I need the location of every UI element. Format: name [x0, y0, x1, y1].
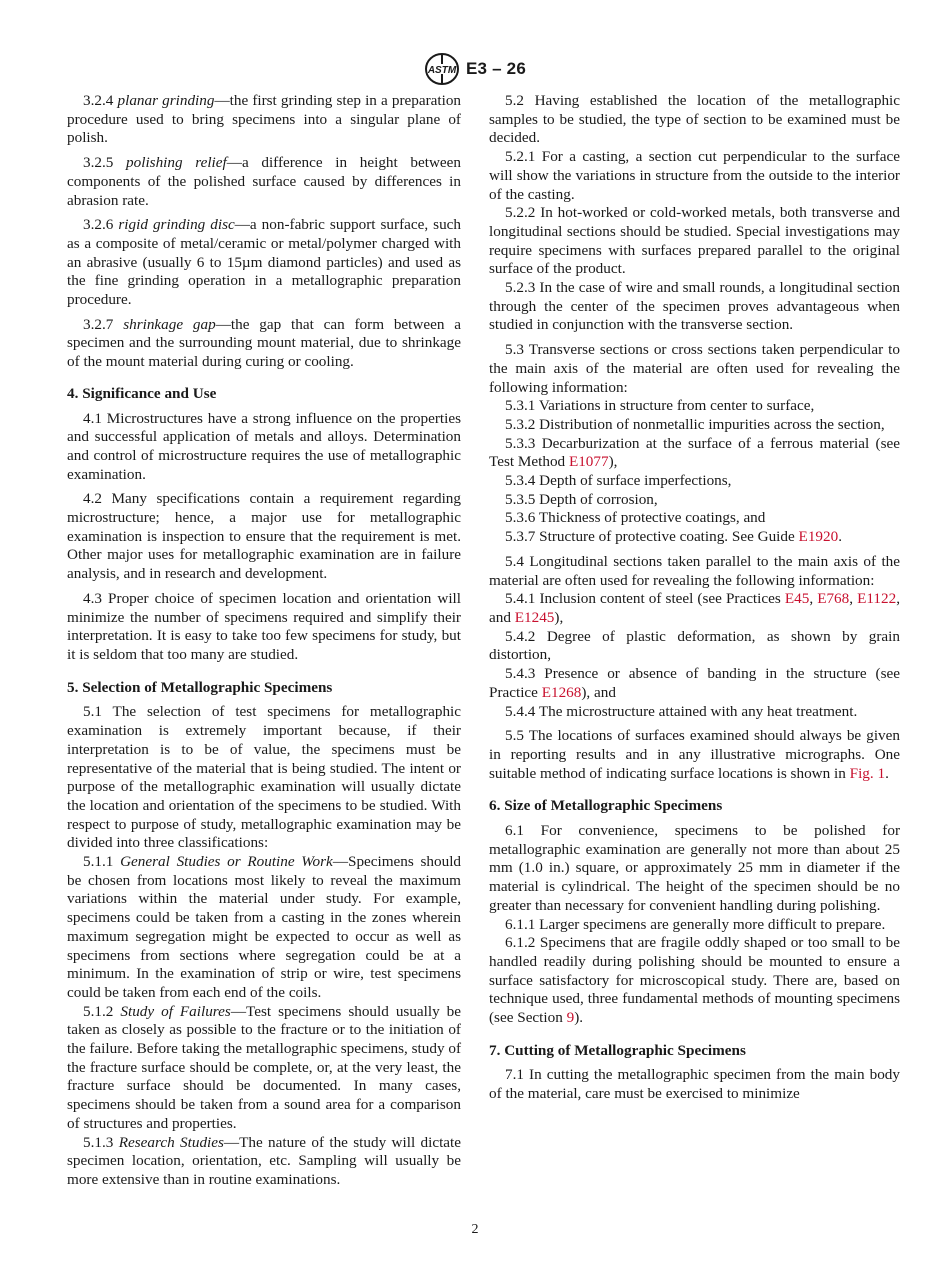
paragraph-5-2-1: 5.2.1 For a casting, a section cut perpendicular to the surface will show the variations in structure from the outside to the interior of the casting.: [489, 148, 900, 203]
paragraph-5-3: 5.3 Transverse sections or cross sections taken perpendicular to the main axis of the material are often used for revealing the following information:: [489, 341, 900, 396]
section-heading-4: 4. Significance and Use: [67, 384, 217, 402]
astm-logo: [424, 52, 460, 86]
ref-link-fig-1[interactable]: Fig. 1: [849, 764, 886, 782]
paragraph-4-2: 4.2 Many specifications contain a requirement regarding microstructure; hence, a major use for metallographic examination is inspection to ensure that the requirement is met. Other major uses for metallographic examination are in failure analysis, and in research and development.: [67, 490, 461, 583]
paragraph-5-5: 5.5 The locations of surfaces examined should always be given in reporting results and in any illustrative micrographs. One suitable method of indicating surface locations is shown in Fig. 1.: [489, 727, 900, 782]
ref-link-e1245[interactable]: E1245: [514, 608, 555, 626]
ref-link-e45[interactable]: E45: [784, 590, 810, 608]
paragraph-4-3: 4.3 Proper choice of specimen location and orientation will minimize the number of specimens required and simplify their interpretation. It is easy to take too few specimens for study, but it is seldom that too many are studied.: [67, 589, 461, 663]
paragraph-3-2-5: 3.2.5 polishing relief—a difference in height between components of the polished surface caused by differences in abrasion rate.: [67, 154, 461, 209]
left-column: [67, 92, 461, 1190]
ref-link-section-9[interactable]: 9: [566, 1009, 575, 1027]
paragraph-5-4-2: 5.4.2 Degree of plastic deformation, as shown by grain distortion,: [489, 627, 900, 664]
paragraph-6-1-1: 6.1.1 Larger specimens are generally more difficult to prepare.: [505, 915, 886, 933]
ref-link-e1268[interactable]: E1268: [541, 683, 582, 701]
page-header: [0, 52, 950, 86]
paragraph-7-1: 7.1 In cutting the metallographic specimen from the main body of the material, care must be exercised to minimize: [489, 1066, 900, 1103]
paragraph-5-3-7: 5.3.7 Structure of protective coating. See Guide E1920.: [505, 528, 842, 546]
section-heading-6: 6. Size of Metallographic Specimens: [489, 797, 723, 815]
paragraph-5-3-5: 5.3.5 Depth of corrosion,: [505, 490, 658, 508]
document-id: E3 – 26: [465, 59, 526, 78]
ref-link-e1122[interactable]: E1122: [857, 590, 897, 608]
section-heading-5: 5. Selection of Metallographic Specimens: [67, 678, 333, 696]
paragraph-5-3-3: 5.3.3 Decarburization at the surface of a ferrous material (see Test Method E1077),: [489, 434, 900, 471]
paragraph-5-2: 5.2 Having established the location of the metallographic samples to be studied, the type of section to be examined must be decided.: [489, 92, 900, 147]
svg-text:ASTM: ASTM: [427, 65, 457, 76]
paragraph-5-1-3: 5.1.3 Research Studies—The nature of the study will dictate specimen location, orientation, etc. Sampling will usually be more extensive than in routine examinations.: [67, 1133, 461, 1188]
paragraph-5-1: 5.1 The selection of test specimens for metallographic examination is extremely important because, if their interpretation is to be of value, the specimens must be representative of the material that is being studied. The intent or purpose of the metallographic examination will usually dictate the location and orientation of the specimens to be studied. With respect to purpose of study, metallographic examination may be divided into three classifications:: [67, 703, 461, 852]
ref-link-e1077[interactable]: E1077: [568, 453, 609, 471]
paragraph-3-2-4: 3.2.4 planar grinding—the first grinding step in a preparation procedure used to bring specimens into a singular plane of polish.: [67, 92, 462, 147]
paragraph-4-1: 4.1 Microstructures have a strong influence on the properties and successful application of metals and alloys. Determination and control of microstructure requires the use of metallographic examination.: [67, 409, 461, 483]
right-column: [489, 92, 900, 1104]
section-heading-7: 7. Cutting of Metallographic Specimens: [489, 1041, 746, 1059]
paragraph-5-1-1: 5.1.1 General Studies or Routine Work—Specimens should be chosen from locations most likely to reveal the maximum variations within the material under study. For example, specimens could be taken from a casting in the zones wherein maximum segregation might be expected to occur as well as specimens from sections where segregation could be at a minimum. In the examination of strip or wire, test specimens could be taken from each end of the coils.: [67, 853, 462, 1001]
paragraph-5-3-4: 5.3.4 Depth of surface imperfections,: [505, 472, 732, 490]
page-number: 2: [471, 1222, 479, 1237]
paragraph-5-3-6: 5.3.6 Thickness of protective coatings, and: [505, 509, 766, 527]
paragraph-5-1-2: 5.1.2 Study of Failures—Test specimens should usually be taken as closely as possible to the fracture or to the initiation of the failure. Before taking the metallographic specimens, study of the fracture surface should be complete, or, at the very least, the fracture surface should be documented. In many cases, specimens should be taken from a sound area for a comparison of structures and properties.: [67, 1002, 462, 1132]
paragraph-5-2-3: 5.2.3 In the case of wire and small rounds, a longitudinal section through the center of the specimen proves advantageous when studied in conjunction with the transverse section.: [489, 279, 900, 334]
paragraph-6-1: 6.1 For convenience, specimens to be polished for metallographic examination are generally not more than about 25 mm (1.0 in.) square, or approximately 25 mm in diameter if the material is cylindrical. The height of the specimen should be no greater than necessary for convenient handling during polishing.: [489, 822, 900, 914]
ref-link-e1920[interactable]: E1920: [798, 528, 839, 546]
paragraph-5-3-2: 5.3.2 Distribution of nonmetallic impurities across the section,: [505, 415, 885, 433]
paragraph-5-3-1: 5.3.1 Variations in structure from center to surface,: [505, 397, 815, 415]
paragraph-5-4: 5.4 Longitudinal sections taken parallel to the main axis of the material are often used for revealing the following information:: [489, 552, 900, 589]
paragraph-6-1-2: 6.1.2 Specimens that are fragile oddly shaped or too small to be handled readily during polishing should be mounted to ensure a surface satisfactory for microscopical study. There are, based on technique used, three fundamental methods of mounting specimens (see Section 9).: [489, 934, 900, 1027]
paragraph-3-2-7: 3.2.7 shrinkage gap—the gap that can form between a specimen and the surrounding mount material, due to shrinkage of the mount material during curing or cooling.: [67, 315, 461, 371]
paragraph-5-4-4: 5.4.4 The microstructure attained with any heat treatment.: [505, 702, 858, 720]
paragraph-5-4-3: 5.4.3 Presence or absence of banding in the structure (see Practice E1268), and: [489, 665, 900, 701]
paragraph-5-4-1: 5.4.1 Inclusion content of steel (see Practices E45, E768, E1122, and E1245),: [489, 590, 901, 626]
ref-link-e768[interactable]: E768: [817, 590, 850, 608]
paragraph-3-2-6: 3.2.6 rigid grinding disc—a non-fabric support surface, such as a composite of metal/ceramic or metal/polymer charged with an abrasive (usually 6 to 15µm diamond particles) and used as the fine grinding operation in a metallographic preparation procedure.: [67, 216, 461, 309]
paragraph-5-2-2: 5.2.2 In hot-worked or cold-worked metals, both transverse and longitudinal sections should be studied. Special investigations may require specimens with surfaces prepared parallel to the original surface of the product.: [489, 204, 900, 278]
